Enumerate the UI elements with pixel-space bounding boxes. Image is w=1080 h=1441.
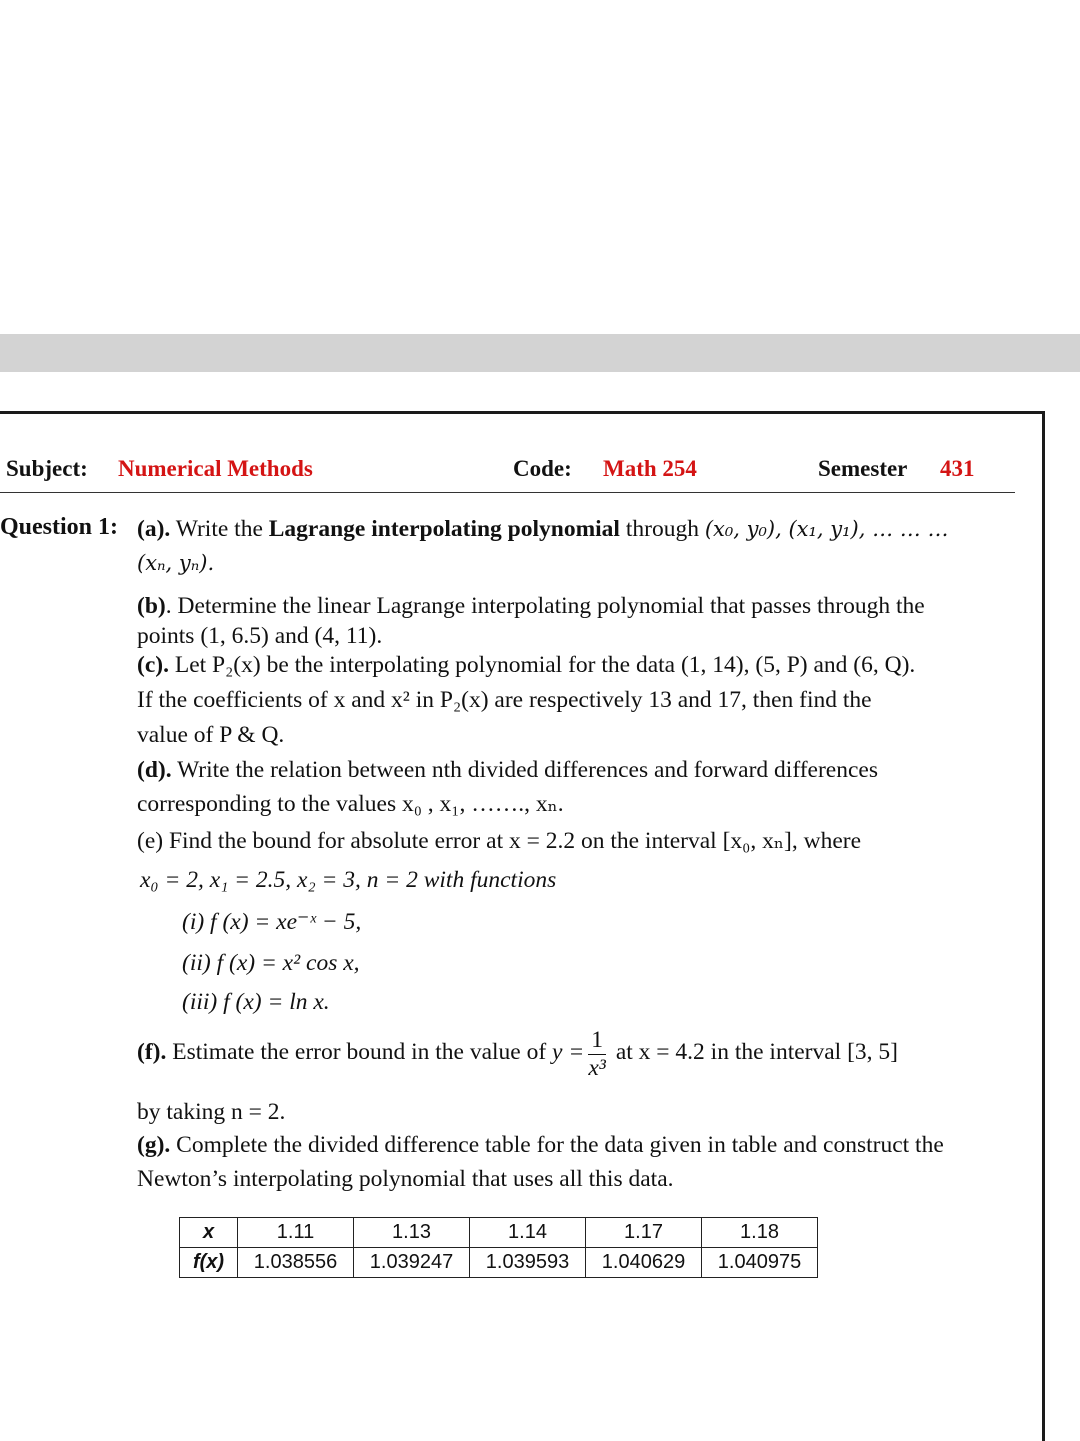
- table-cell: 1.11: [238, 1218, 354, 1248]
- part-d-text-1: Write the relation between nth divided differences and forward differences: [177, 757, 878, 783]
- function-iii: (iii) f (x) = ln x.: [182, 989, 330, 1015]
- fraction-numerator: 1: [588, 1026, 606, 1055]
- table-cell: 1.17: [586, 1218, 702, 1248]
- header-rule: [0, 492, 1015, 493]
- part-a-bold: Lagrange interpolating polynomial: [268, 516, 620, 542]
- table-row-x: [180, 1218, 818, 1248]
- subject-value: Numerical Methods: [118, 456, 313, 481]
- question-label: Question 1:: [0, 514, 119, 540]
- fraction: [588, 1026, 606, 1081]
- semester-value: 431: [940, 456, 975, 481]
- table-row-fx: [180, 1248, 818, 1278]
- part-a-tag: (a).: [137, 516, 171, 542]
- part-b-line-1: [137, 591, 925, 621]
- table-cell: 1.038556: [238, 1248, 354, 1278]
- subject-label: Subject:: [6, 456, 88, 481]
- table-cell: 1.039593: [470, 1248, 586, 1278]
- part-c-line-3: value of P & Q.: [137, 722, 285, 748]
- part-f-tag: (f).: [137, 1038, 167, 1065]
- part-g-line-2: Newton’s interpolating polynomial that uses all this data.: [137, 1166, 674, 1192]
- part-e-line-1: (e) Find the bound for absolute error at x = 2.2 on the interval [x₀, xₙ], where: [137, 828, 862, 854]
- part-a-text-2: through: [625, 516, 699, 542]
- part-a-line-1: [137, 514, 948, 544]
- part-c-line-2: If the coefficients of x and x² in P₂(x) are respectively 13 and 17, then find the: [137, 687, 872, 713]
- table-cell: 1.040975: [702, 1248, 818, 1278]
- part-g-line-1: [137, 1130, 944, 1160]
- table-header-fx: f(x): [180, 1248, 238, 1278]
- part-f-line-1: [137, 1026, 898, 1081]
- part-g-tag: (g).: [137, 1132, 171, 1158]
- part-c-tag: (c).: [137, 652, 169, 678]
- data-table: [179, 1217, 818, 1278]
- table-cell: 1.040629: [586, 1248, 702, 1278]
- table-cell: 1.039247: [354, 1248, 470, 1278]
- code-label: Code:: [513, 456, 572, 481]
- exam-header: [0, 456, 1015, 486]
- part-a-points-2: (xₙ, yₙ).: [137, 551, 215, 575]
- table-cell: 1.18: [702, 1218, 818, 1248]
- semester-label: Semester: [818, 456, 908, 481]
- table-cell: 1.14: [470, 1218, 586, 1248]
- part-c-line-1: [137, 650, 915, 680]
- part-b-text-1: . Determine the linear Lagrange interpolating polynomial that passes through the: [165, 593, 925, 619]
- code-value: Math 254: [603, 456, 697, 481]
- table-cell: 1.13: [354, 1218, 470, 1248]
- part-f-text-2: at x = 4.2 in the interval [3, 5]: [615, 1038, 898, 1065]
- part-a-text-1: Write the: [175, 516, 263, 542]
- part-d-line-2: corresponding to the values x₀ , x₁, ……., xₙ.: [137, 791, 564, 817]
- part-d-tag: (d).: [137, 757, 172, 783]
- part-g-text-1: Complete the divided difference table for the data given in table and construct the: [176, 1132, 944, 1158]
- fraction-denominator: x³: [588, 1055, 606, 1081]
- function-ii: (ii) f (x) = x² cos x,: [182, 950, 360, 976]
- part-f-line-2: by taking n = 2.: [137, 1099, 286, 1125]
- part-f-y: y =: [552, 1038, 585, 1065]
- part-e-line-2: x₀ = 2, x₁ = 2.5, x₂ = 3, n = 2 with functions: [140, 867, 557, 893]
- part-f-text-1: Estimate the error bound in the value of: [172, 1038, 547, 1065]
- part-a-line-2: [137, 548, 214, 578]
- part-b-line-2: points (1, 6.5) and (4, 11).: [137, 623, 383, 649]
- part-a-points-1: (x₀, y₀), (x₁, y₁), … … …: [704, 517, 949, 541]
- function-i: (i) f (x) = xe⁻ˣ − 5,: [182, 909, 362, 935]
- part-d-line-1: [137, 755, 878, 785]
- table-header-x: x: [180, 1218, 238, 1248]
- part-c-text-1: Let P₂(x) be the interpolating polynomial for the data (1, 14), (5, P) and (6, Q).: [174, 652, 916, 678]
- top-gray-band: [0, 334, 1080, 372]
- part-b-tag: (b): [137, 593, 166, 619]
